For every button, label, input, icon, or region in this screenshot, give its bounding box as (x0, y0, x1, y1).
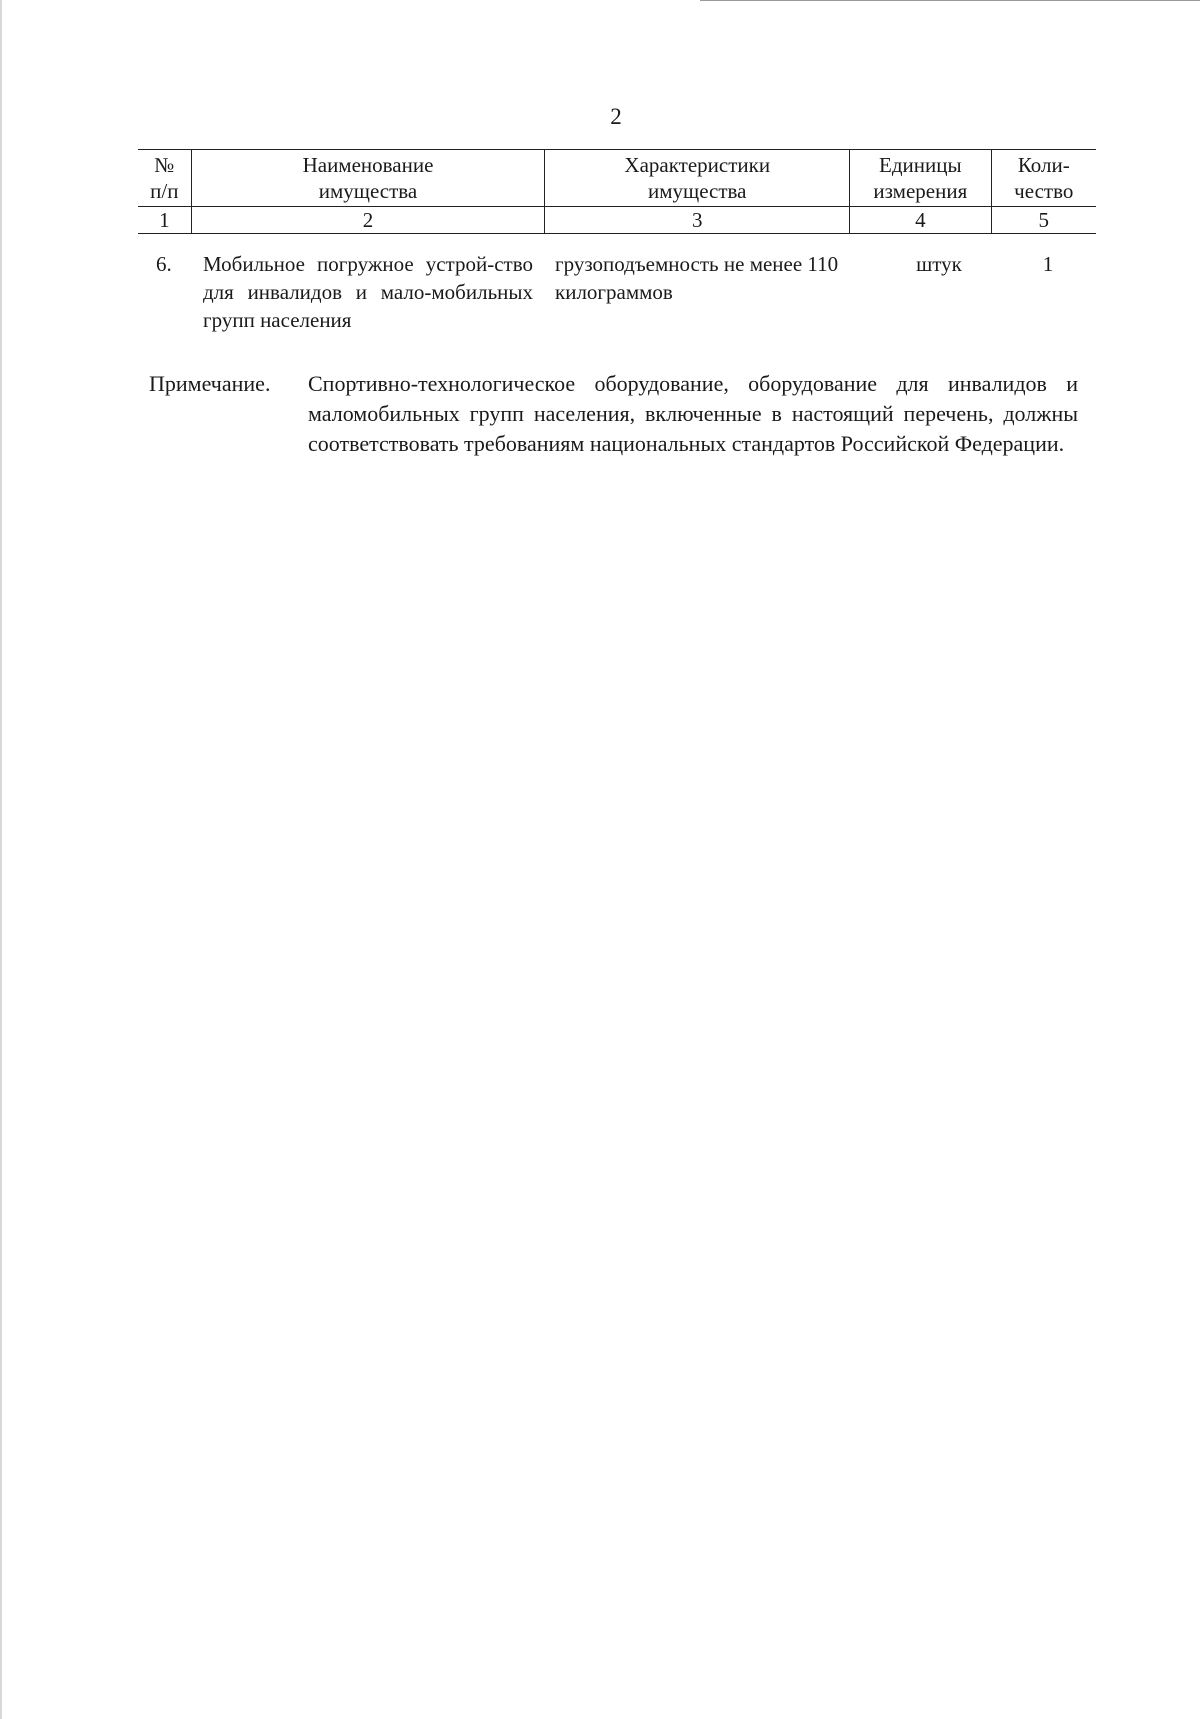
note-label: Примечание. (149, 371, 271, 396)
header-label: Коли- (1017, 153, 1070, 177)
row-number: 6. (156, 252, 172, 276)
column-number: 1 (138, 207, 191, 234)
header-label: измерения (873, 179, 968, 203)
note-text: Спортивно-технологическое оборудование, оборудование для инвалидов и маломобильных групп населения, включенные в настоящий перечень, должны соответствовать требованиям национальных стандартов Российской Федерации. (308, 371, 1078, 456)
header-label: имущества (648, 179, 747, 203)
scan-edge-line (700, 0, 1200, 1)
header-cell-number (138, 150, 191, 207)
scan-left-edge (0, 0, 2, 1719)
header-label: чество (1014, 179, 1074, 203)
header-label: Наименование (302, 153, 434, 177)
column-number: 5 (991, 207, 1096, 234)
table-header-row (138, 150, 1096, 207)
row-characteristics: грузоподъемность не менее 110 килограммов (555, 252, 839, 304)
header-cell-quantity (991, 150, 1096, 207)
column-number-row (138, 207, 1096, 234)
property-table-header (138, 149, 1096, 234)
header-label: № (154, 153, 175, 177)
header-label: имущества (318, 179, 418, 203)
header-label: Характеристики (624, 153, 771, 177)
row-unit: штук (916, 252, 962, 276)
column-number: 4 (850, 207, 991, 234)
header-label: п/п (150, 179, 179, 203)
header-cell-name (191, 150, 545, 207)
header-cell-characteristics (545, 150, 850, 207)
column-number: 2 (191, 207, 545, 234)
row-name: Мобильное погружное устрой-ство для инвалидов и мало-мобильных групп населения (203, 252, 533, 332)
page-number: 2 (610, 104, 622, 129)
header-cell-unit (850, 150, 991, 207)
row-quantity: 1 (1042, 252, 1054, 276)
header-label: Единицы (879, 153, 962, 177)
column-number: 3 (545, 207, 850, 234)
